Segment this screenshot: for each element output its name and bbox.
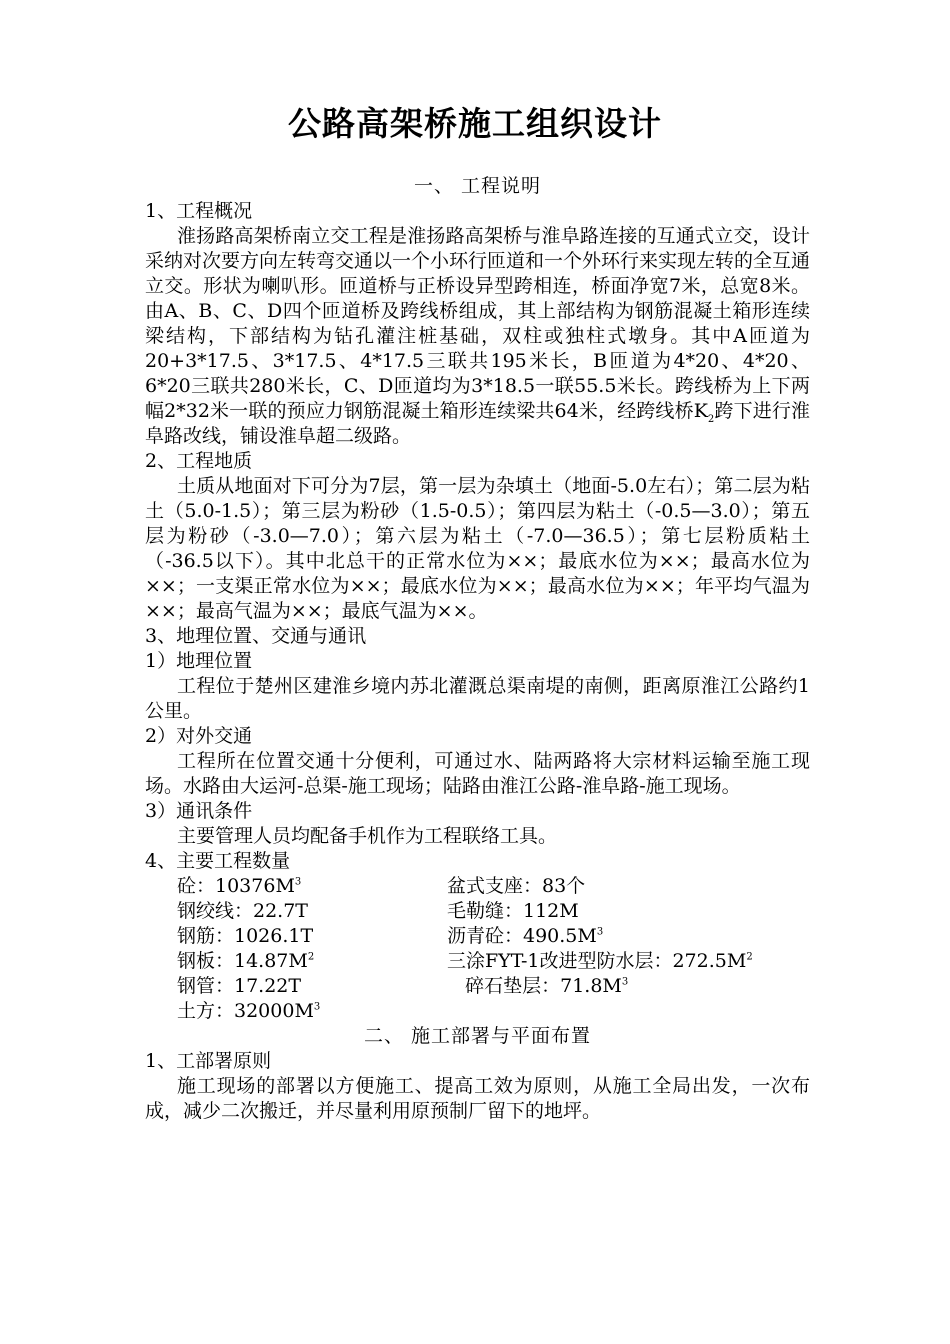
quantity-row: [145, 974, 810, 999]
quantity-left: 砼：$10376M^3$: [177, 875, 302, 897]
quantity-row: [145, 874, 810, 899]
quantity-left: 钢板：$14.87M^2$: [177, 950, 315, 972]
quantity-right: 沥青砼：$490.5M^3$: [447, 925, 604, 947]
quantity-left: 钢绞线：22.7T: [177, 900, 308, 922]
document-title: 公路高架桥施工组织设计: [288, 104, 662, 143]
paragraph-communication: 主要管理人员均配备手机作为工程联络工具。: [177, 825, 558, 847]
quantity-right: 三涂FYT-1改进型防水层：$272.5M^2$: [447, 950, 753, 972]
paragraph-deployment: 施工现场的部署以方便施工、提高工效为原则，从施工全局出发，一次布成，减少二次搬迁，并尽量利用原预制厂留下的地坪。: [145, 1075, 810, 1122]
quantity-row: [145, 949, 810, 974]
paragraph-text: 淮扬路高架桥南立交工程是淮扬路高架桥与淮阜路连接的互通式立交，设计采纳对次要方向左转弯交通以一个小环行匝道和一个外环行来实现左转的全互通立交。形状为喇叭形。匝道桥与正桥设异型跨相连，桥面净宽7米，总宽8米。由A、B、C、D四个匝道桥及跨线桥组成，其上部结构为钢筋混凝土箱形连续梁结构，下部结构为钻孔灌注桩基础，双柱或独柱式墩身。其中A匝道为20+3*17.5、3*17.5、4*17.5三联共195米长，B匝道为4*20、4*20、6*20三联共280米长，C、D匝道均为3*18.5一联55.5米长。跨线桥为上下两幅2*32米一联的预应力钢筋混凝土箱形连续梁共64米，经跨线桥K: [145, 225, 811, 422]
subsection-heading: 3、地理位置、交通与通讯: [145, 625, 367, 647]
paragraph-overview: [145, 224, 810, 449]
quantity-row: [145, 999, 810, 1024]
quantity-list: [145, 874, 810, 1024]
quantity-left: 钢筋：1026.1T: [177, 925, 314, 947]
subsection-heading: 1、工程概况: [145, 200, 253, 222]
quantity-right: 碎石垫层：$71.8M^3$: [447, 975, 629, 997]
document-body: [145, 174, 810, 1124]
paragraph-geology: 土质从地面对下可分为7层，第一层为杂填土（地面-5.0左右）；第二层为粘土（5.0-1.5）；第三层为粉砂（1.5-0.5）；第四层为粘土（-0.5—3.0）；第五层为粉砂（-3.0—7.0）；第六层为粘土（-7.0—36.5）；第七层粉质粘土（-36.5以下）。其中北总干的正常水位为××；最底水位为××；最高水位为××；一支渠正常水位为××；最底水位为××；最高水位为××；年平均气温为 ××；最高气温为××；最底气温为××。: [145, 475, 810, 622]
paragraph-location: 工程位于楚州区建淮乡境内苏北灌溉总渠南堤的南侧，距离原淮江公路约1公里。: [145, 675, 810, 722]
paragraph-text: 跨下进行淮阜路改线，铺设淮阜超二级路。: [145, 400, 810, 447]
item-heading: 1）地理位置: [145, 650, 253, 672]
quantity-left: 钢管：17.22T: [177, 975, 302, 997]
quantity-row: [145, 899, 810, 924]
quantity-row: [145, 924, 810, 949]
quantity-right: 盆式支座：83个: [447, 875, 586, 897]
item-heading: 3）通讯条件: [145, 800, 253, 822]
subsection-heading: 2、工程地质: [145, 450, 253, 472]
quantity-right: 毛勒缝：112M: [447, 900, 579, 922]
section-heading: 一、 工程说明: [413, 175, 542, 197]
subsection-heading: 1、工部署原则: [145, 1050, 272, 1072]
quantity-left: 土方：$32000M^3$: [177, 1000, 321, 1022]
subsection-heading: 4、主要工程数量: [145, 850, 291, 872]
item-heading: 2）对外交通: [145, 725, 253, 747]
subscript: 2: [707, 413, 715, 425]
paragraph-transport: 工程所在位置交通十分便利，可通过水、陆两路将大宗材料运输至施工现场。水路由大运河-总渠-施工现场；陆路由淮江公路-淮阜路-施工现场。: [145, 750, 810, 797]
quantity-right: [447, 999, 810, 1024]
section-heading: 二、 施工部署与平面布置: [363, 1025, 592, 1047]
